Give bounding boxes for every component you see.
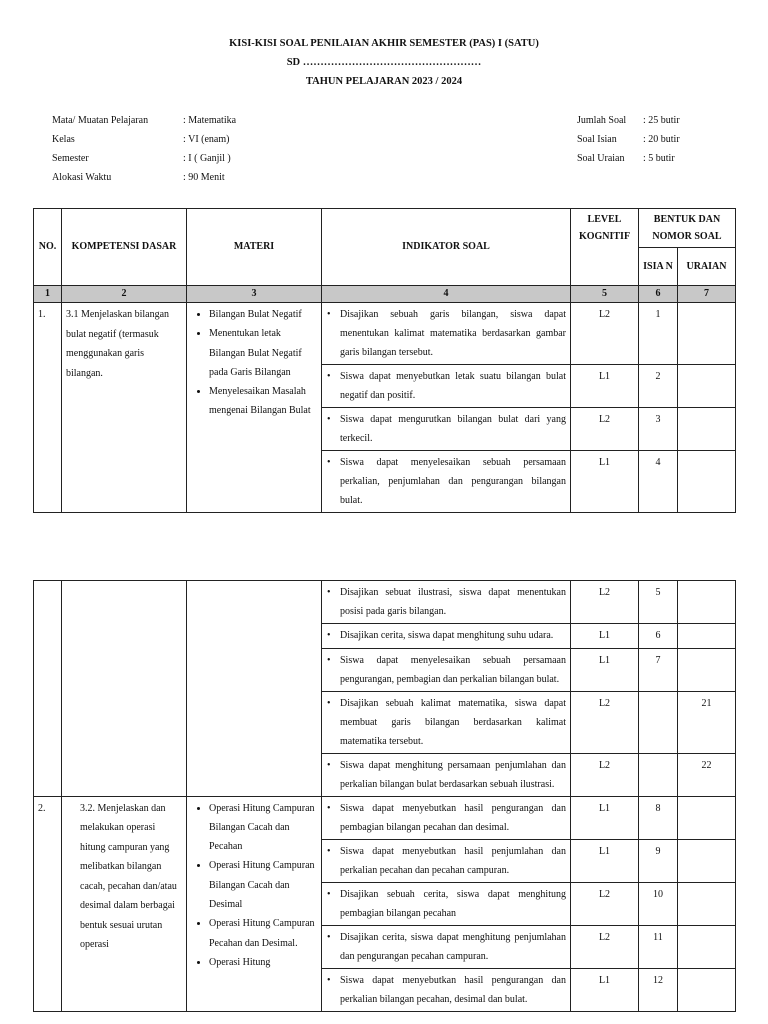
row-level: L2 xyxy=(571,925,639,968)
row-isian: 12 xyxy=(639,968,678,1011)
materi-item: • Operasi Hitung Campuran Pecahan dan Desimal. xyxy=(209,914,317,953)
col-num: 4 xyxy=(322,286,571,303)
info-semester-label: Semester xyxy=(52,153,89,164)
materi-list xyxy=(191,305,317,421)
col-num: 3 xyxy=(187,286,322,303)
header-kd: KOMPETENSI DASAR xyxy=(62,209,187,286)
row-indikator: • Siswa dapat menyebutkan hasil penjumlahan dan perkalian pecahan dan pecahan campuran. xyxy=(322,839,571,882)
row-level: L1 xyxy=(571,968,639,1011)
info-total-value: : 25 butir xyxy=(643,115,680,126)
row-level: L2 xyxy=(571,581,639,624)
header-materi: MATERI xyxy=(187,209,322,286)
row-isian: 11 xyxy=(639,925,678,968)
row-indikator: • Disajikan sebuah cerita, siswa dapat menghitung pembagian bilangan pecahan xyxy=(322,882,571,925)
row-isian xyxy=(639,691,678,753)
row-uraian xyxy=(678,925,736,968)
row-indikator: • Siswa dapat menyebutkan letak suatu bilangan bulat negatif dan positif. xyxy=(322,365,571,408)
col-num: 6 xyxy=(639,286,678,303)
row-level: L1 xyxy=(571,796,639,839)
row-uraian xyxy=(678,796,736,839)
header-no: NO. xyxy=(34,209,62,286)
info-subject-value: : Matematika xyxy=(183,115,237,126)
row-level: L1 xyxy=(571,839,639,882)
row-uraian xyxy=(678,581,736,624)
col-num: 2 xyxy=(62,286,187,303)
info-class-label: Kelas xyxy=(52,134,75,145)
info-uraian-value: : 5 butir xyxy=(643,153,675,164)
materi-list xyxy=(191,799,317,973)
row-isian: 5 xyxy=(639,581,678,624)
row-indikator: • Disajikan cerita, siswa dapat menghitung penjumlahan dan pengurangan pecahan campuran. xyxy=(322,925,571,968)
column-number-row xyxy=(34,286,736,303)
school-name: SD …………………………………………… xyxy=(286,57,482,68)
col-num: 1 xyxy=(34,286,62,303)
row-indikator: • Siswa dapat menyebutkan hasil pengurangan dan perkalian bilangan pecahan, desimal dan bulat. xyxy=(322,968,571,1011)
table-row xyxy=(34,581,736,624)
materi-item: • Operasi Hitung Campuran Bilangan Cacah dan Desimal xyxy=(209,856,317,914)
row-isian: 7 xyxy=(639,648,678,691)
materi-item: • Bilangan Bulat Negatif xyxy=(209,305,317,324)
row-uraian xyxy=(678,451,736,513)
row-level: L1 xyxy=(571,451,639,513)
header-bentuk: BENTUK DAN NOMOR SOAL xyxy=(639,209,736,248)
info-isian-value: : 20 butir xyxy=(643,134,680,145)
materi-item: • Operasi Hitung Campuran Bilangan Cacah dan Pecahan xyxy=(209,799,317,857)
row-isian: 6 xyxy=(639,624,678,649)
row-isian: 9 xyxy=(639,839,678,882)
col-num: 7 xyxy=(678,286,736,303)
row-isian: 8 xyxy=(639,796,678,839)
materi-item: • Menentukan letak Bilangan Bulat Negatif pada Garis Bilangan xyxy=(209,324,317,382)
row-isian: 3 xyxy=(639,408,678,451)
header-uraian: URAIAN xyxy=(678,248,736,286)
row-kd: 3.1 Menjelaskan bilangan bulat negatif (termasuk menggunakan garis bilangan. xyxy=(62,303,187,513)
row-level: L2 xyxy=(571,408,639,451)
col-num: 5 xyxy=(571,286,639,303)
row-indikator: • Siswa dapat menyebutkan hasil pengurangan dan pembagian bilangan pecahan dan desimal. xyxy=(322,796,571,839)
row-indikator: • Disajikan sebuah kalimat matematika, siswa dapat membuat garis bilangan berdasarkan kalimat matematika tersebut. xyxy=(322,691,571,753)
header-level: LEVEL KOGNITIF xyxy=(571,209,639,286)
row-uraian: 21 xyxy=(678,691,736,753)
row-indikator: • Disajikan cerita, siswa dapat menghitung suhu udara. xyxy=(322,624,571,649)
school-year: TAHUN PELAJARAN 2023 / 2024 xyxy=(305,76,463,87)
row-uraian xyxy=(678,968,736,1011)
row-isian: 2 xyxy=(639,365,678,408)
grid-table-page2 xyxy=(33,580,736,1012)
info-semester-value: : I ( Ganjil ) xyxy=(183,153,231,164)
row-kd: 3.2. Menjelaskan dan melakukan operasi hitung campuran yang melibatkan bilangan cacah, pecahan dan/atau desimal dalam berbagai bentuk sesuai urutan operasi xyxy=(62,796,187,1011)
info-subject-label: Mata/ Muatan Pelajaran xyxy=(52,115,149,126)
row-uraian xyxy=(678,882,736,925)
row-uraian xyxy=(678,648,736,691)
row-kd xyxy=(62,581,187,797)
info-total-label: Jumlah Soal xyxy=(577,115,627,126)
row-isian xyxy=(639,753,678,796)
row-level: L1 xyxy=(571,648,639,691)
info-uraian-label: Soal Uraian xyxy=(577,153,625,164)
header-isian: ISIA N xyxy=(639,248,678,286)
info-isian-label: Soal Isian xyxy=(577,134,617,145)
row-uraian xyxy=(678,303,736,365)
row-isian: 1 xyxy=(639,303,678,365)
info-time-value: : 90 Menit xyxy=(183,172,225,183)
row-isian: 4 xyxy=(639,451,678,513)
row-indikator: • Siswa dapat menghitung persamaan penjumlahan dan perkalian bilangan bulat berdasarkan sebuah ilustrasi. xyxy=(322,753,571,796)
table-row xyxy=(34,796,736,839)
row-materi xyxy=(187,796,322,1011)
row-level: L1 xyxy=(571,624,639,649)
row-isian: 10 xyxy=(639,882,678,925)
info-class-value: : VI (enam) xyxy=(183,134,230,145)
row-uraian: 22 xyxy=(678,753,736,796)
row-indikator: • Siswa dapat menyelesaikan sebuah persamaan pengurangan, pembagian dan perkalian bilangan bulat. xyxy=(322,648,571,691)
row-indikator: • Disajikan sebuah garis bilangan, siswa dapat menentukan kalimat matematika berdasarkan gambar garis bilangan tersebut. xyxy=(322,303,571,365)
materi-item: • Menyelesaikan Masalah mengenai Bilangan Bulat xyxy=(209,382,317,421)
row-indikator: • Disajikan sebuat ilustrasi, siswa dapat menentukan posisi pada garis bilangan. xyxy=(322,581,571,624)
row-materi xyxy=(187,303,322,513)
row-level: L2 xyxy=(571,691,639,753)
row-uraian xyxy=(678,408,736,451)
row-no xyxy=(34,581,62,797)
row-uraian xyxy=(678,839,736,882)
doc-title: KISI-KISI SOAL PENILAIAN AKHIR SEMESTER (PAS) I (SATU) xyxy=(229,38,539,49)
row-level: L1 xyxy=(571,365,639,408)
row-no: 2. xyxy=(34,796,62,1011)
info-time-label: Alokasi Waktu xyxy=(52,172,112,183)
row-materi xyxy=(187,581,322,797)
row-level: L2 xyxy=(571,753,639,796)
materi-item: • Operasi Hitung xyxy=(209,953,317,972)
table-row xyxy=(34,303,736,365)
row-uraian xyxy=(678,365,736,408)
row-uraian xyxy=(678,624,736,649)
row-indikator: • Siswa dapat mengurutkan bilangan bulat dari yang terkecil. xyxy=(322,408,571,451)
row-indikator: • Siswa dapat menyelesaikan sebuah persamaan perkalian, penjumlahan dan pengurangan bilangan bulat. xyxy=(322,451,571,513)
row-no: 1. xyxy=(34,303,62,513)
header-indikator: INDIKATOR SOAL xyxy=(322,209,571,286)
grid-table-page1 xyxy=(33,208,736,513)
row-level: L2 xyxy=(571,882,639,925)
row-level: L2 xyxy=(571,303,639,365)
